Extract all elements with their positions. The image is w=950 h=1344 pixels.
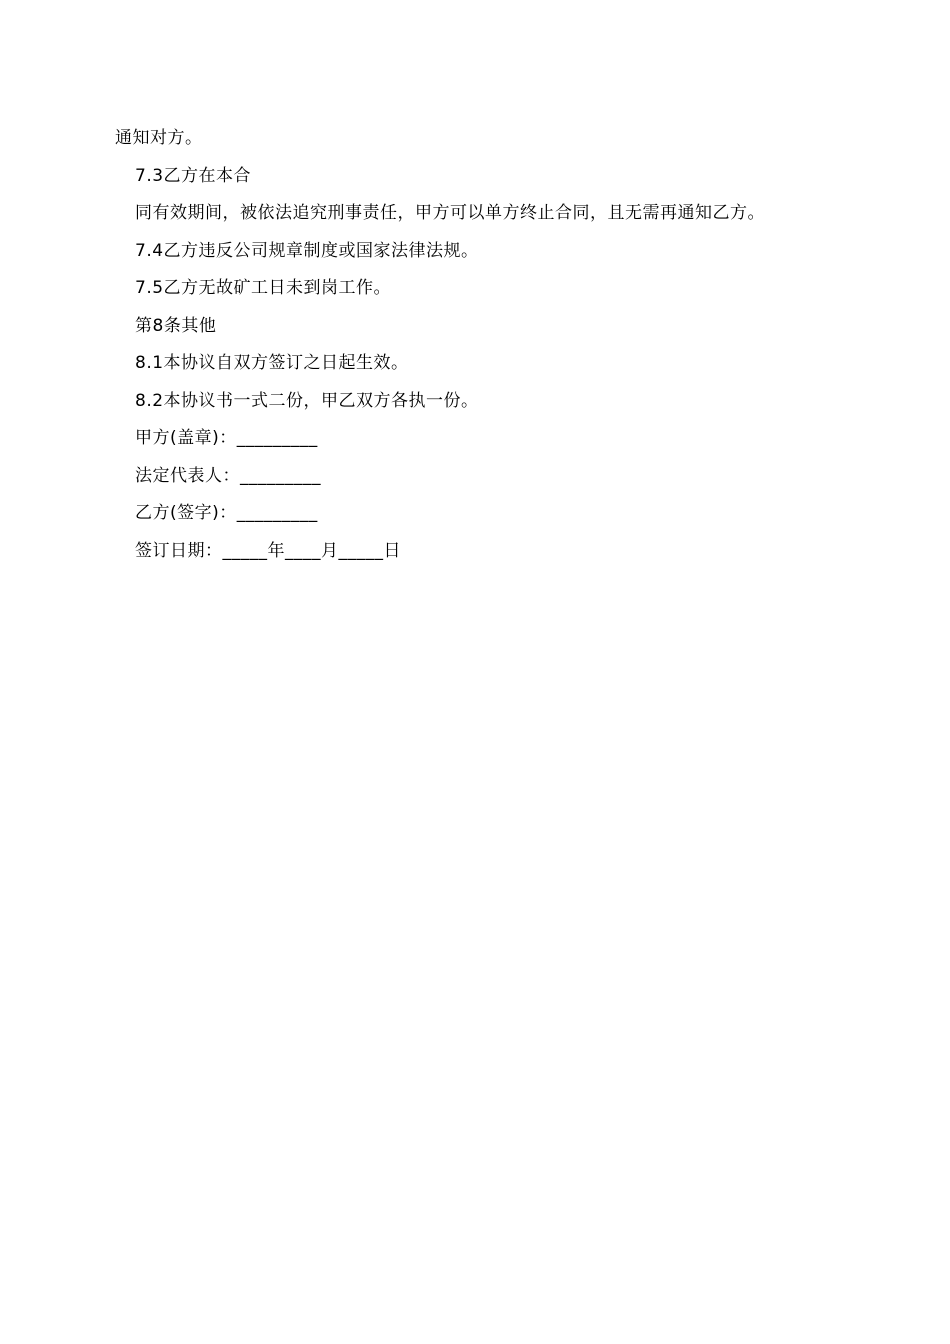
clause-7-3-heading: 7.3乙方在本合 <box>135 166 252 186</box>
paragraph-continuation: 通知对方。 <box>115 128 203 148</box>
party-b-signature-line: 乙方(签字)：_________ <box>135 503 318 523</box>
legal-representative-line: 法定代表人：_________ <box>135 466 321 486</box>
clause-7-3-text: 同有效期间，被依法追究刑事责任，甲方可以单方终止合同，且无需再通知乙方。 <box>135 203 765 223</box>
clause-7-5: 7.5乙方无故矿工日未到岗工作。 <box>135 278 392 298</box>
clause-8-1: 8.1本协议自双方签订之日起生效。 <box>135 353 409 373</box>
party-a-seal-line: 甲方(盖章)：_________ <box>135 428 318 448</box>
signing-date-line: 签订日期：_____年____月_____日 <box>135 541 401 561</box>
clause-8-2: 8.2本协议书一式二份，甲乙双方各执一份。 <box>135 391 479 411</box>
clause-7-4: 7.4乙方违反公司规章制度或国家法律法规。 <box>135 241 479 261</box>
article-8-heading: 第8条其他 <box>135 316 217 336</box>
